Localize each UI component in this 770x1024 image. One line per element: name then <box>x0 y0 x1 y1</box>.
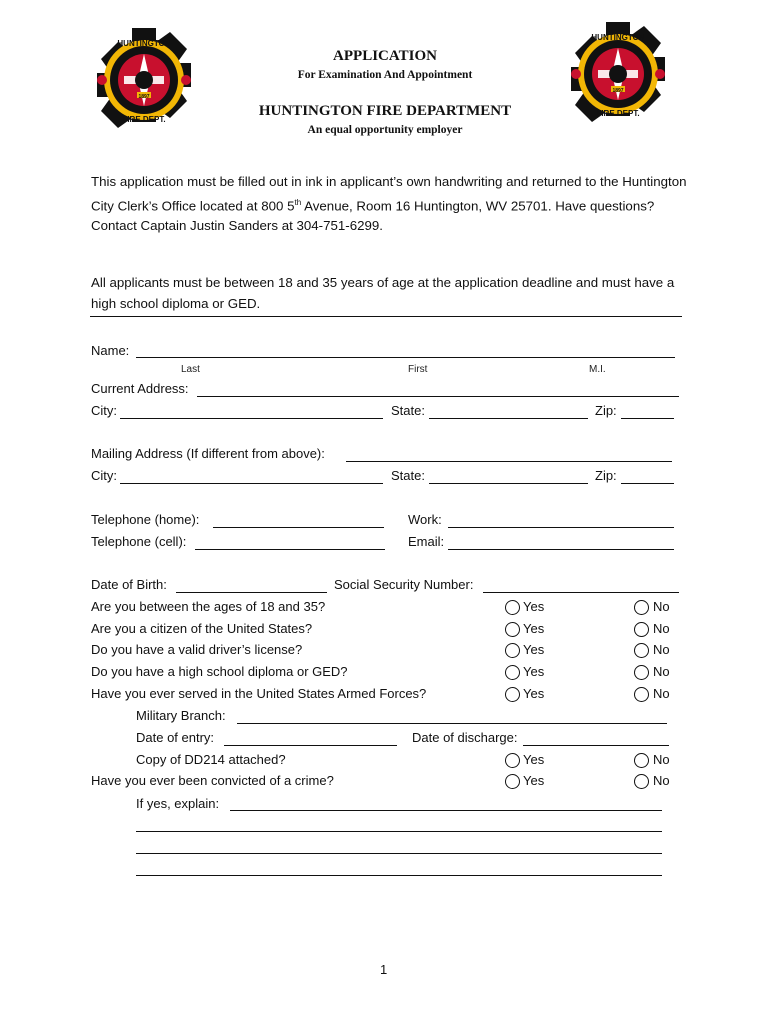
intro-text-a: This application must be filled out in ink in applicant’s own handwriting and returned to the Huntington City Clerk’s Office located at 800 5 <box>91 174 687 213</box>
license-no-label: No <box>653 642 670 657</box>
branch-label: Military Branch: <box>136 708 226 723</box>
forces-no-label: No <box>653 686 670 701</box>
dd214-no-radio[interactable] <box>634 753 649 768</box>
email-label: Email: <box>408 534 445 549</box>
branch-field[interactable] <box>237 723 667 724</box>
dd214-yes-radio[interactable] <box>505 753 520 768</box>
tel-home-label: Telephone (home): <box>91 512 200 527</box>
city-field[interactable] <box>120 418 383 419</box>
diploma-yes-label: Yes <box>523 664 545 679</box>
mailing-city-field[interactable] <box>120 483 383 484</box>
question-diploma: Do you have a high school diploma or GED? <box>91 664 348 679</box>
dd214-yes-label: Yes <box>523 752 545 767</box>
forces-yes-label: Yes <box>523 686 545 701</box>
logo-year: 1897 <box>612 88 624 94</box>
intro-sup: th <box>294 197 302 207</box>
mailing-state-field[interactable] <box>429 483 588 484</box>
question-citizen: Are you a citizen of the United States? <box>91 621 313 636</box>
entry-date-field[interactable] <box>224 745 397 746</box>
dd214-no-label: No <box>653 752 670 767</box>
license-yes-label: Yes <box>523 642 545 657</box>
first-name-field[interactable] <box>382 357 675 358</box>
question-license: Do you have a valid driver’s license? <box>91 642 303 657</box>
logo-year: 1897 <box>138 94 150 100</box>
question-armed-forces: Have you ever served in the United States Armed Forces? <box>91 686 427 701</box>
intro-paragraph <box>91 172 691 237</box>
first-caption: First <box>408 364 428 375</box>
explain-field-1[interactable] <box>230 810 662 811</box>
explain-field-2[interactable] <box>136 831 662 832</box>
current-address-label: Current Address: <box>91 381 189 396</box>
age-yes-radio[interactable] <box>505 600 520 615</box>
last-caption: Last <box>181 364 200 375</box>
forces-yes-radio[interactable] <box>505 687 520 702</box>
work-field[interactable] <box>448 527 674 528</box>
question-crime: Have you ever been convicted of a crime? <box>91 773 334 788</box>
intro-text-b: Avenue, Room 16 Huntington, WV 25701. Have questions? Contact Captain Justin Sanders at 304-751-6299. <box>91 197 655 234</box>
page-title: APPLICATION <box>333 48 437 64</box>
department-name: HUNTINGTON FIRE DEPARTMENT <box>258 103 512 119</box>
discharge-date-label: Date of discharge: <box>412 730 518 745</box>
last-name-field[interactable] <box>136 357 382 358</box>
explain-field-4[interactable] <box>136 875 662 876</box>
age-yes-label: Yes <box>523 599 545 614</box>
zip-field[interactable] <box>621 418 674 419</box>
entry-date-label: Date of entry: <box>136 730 215 745</box>
fire-dept-logo-left <box>88 24 200 136</box>
mailing-city-label: City: <box>91 468 117 483</box>
dob-field[interactable] <box>176 592 327 593</box>
citizen-no-label: No <box>653 621 670 636</box>
ssn-label: Social Security Number: <box>334 577 474 592</box>
email-field[interactable] <box>448 549 674 550</box>
mi-caption: M.I. <box>589 364 606 375</box>
state-field[interactable] <box>429 418 588 419</box>
state-label: State: <box>391 403 425 418</box>
question-age: Are you between the ages of 18 and 35? <box>91 599 326 614</box>
mailing-address-label: Mailing Address (If different from above): <box>91 446 325 461</box>
dob-label: Date of Birth: <box>91 577 167 592</box>
logo-top-text: HUNTINGTON <box>591 33 645 42</box>
crime-yes-label: Yes <box>523 773 545 788</box>
logo-bottom-text: FIRE DEPT. <box>122 115 166 124</box>
age-no-radio[interactable] <box>634 600 649 615</box>
diploma-no-radio[interactable] <box>634 665 649 680</box>
diploma-no-label: No <box>653 664 670 679</box>
license-yes-radio[interactable] <box>505 643 520 658</box>
citizen-yes-radio[interactable] <box>505 622 520 637</box>
tel-cell-field[interactable] <box>195 549 385 550</box>
logo-top-text: HUNTINGTON <box>117 39 171 48</box>
zip-label: Zip: <box>595 403 617 418</box>
logo-bottom-text: FIRE DEPT. <box>596 109 640 118</box>
mailing-zip-field[interactable] <box>621 483 674 484</box>
page-subtitle: For Examination And Appointment <box>297 69 473 81</box>
ssn-field[interactable] <box>483 592 679 593</box>
name-label: Name: <box>91 343 130 358</box>
work-label: Work: <box>408 512 442 527</box>
mailing-address-field[interactable] <box>346 461 672 462</box>
city-label: City: <box>91 403 117 418</box>
mailing-state-label: State: <box>391 468 425 483</box>
explain-label: If yes, explain: <box>136 796 220 811</box>
citizen-yes-label: Yes <box>523 621 545 636</box>
section-divider <box>90 316 682 317</box>
explain-field-3[interactable] <box>136 853 662 854</box>
forces-no-radio[interactable] <box>634 687 649 702</box>
tel-home-field[interactable] <box>213 527 384 528</box>
tagline: An equal opportunity employer <box>307 124 463 136</box>
page-number: 1 <box>380 962 388 977</box>
age-no-label: No <box>653 599 670 614</box>
tel-cell-label: Telephone (cell): <box>91 534 187 549</box>
license-no-radio[interactable] <box>634 643 649 658</box>
crime-no-label: No <box>653 773 670 788</box>
mailing-zip-label: Zip: <box>595 468 617 483</box>
crime-yes-radio[interactable] <box>505 774 520 789</box>
discharge-date-field[interactable] <box>523 745 669 746</box>
crime-no-radio[interactable] <box>634 774 649 789</box>
current-address-field[interactable] <box>197 396 679 397</box>
dd214-label: Copy of DD214 attached? <box>136 752 286 767</box>
citizen-no-radio[interactable] <box>634 622 649 637</box>
diploma-yes-radio[interactable] <box>505 665 520 680</box>
requirements-paragraph: All applicants must be between 18 and 35 years of age at the application deadline and must have a high school diploma or GED. <box>91 275 675 311</box>
